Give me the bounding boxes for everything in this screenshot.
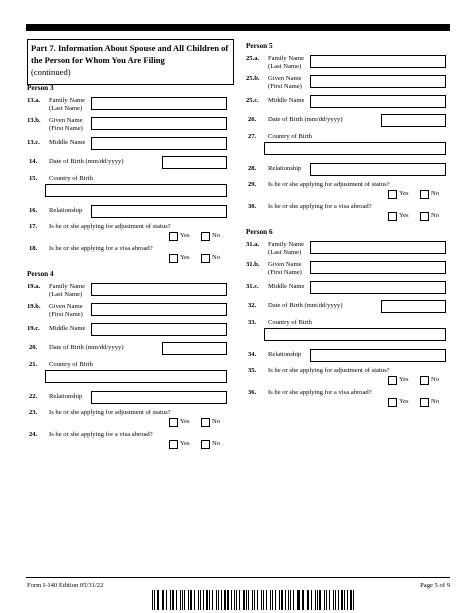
country-of-birth-input[interactable] (264, 142, 446, 155)
no-label: No (431, 212, 440, 219)
barcode-bar (206, 590, 208, 610)
barcode-bar (180, 590, 181, 610)
barcode-bar (190, 590, 192, 610)
relationship-label: Relationship (49, 207, 83, 214)
family-name-input[interactable] (91, 283, 227, 296)
section-title: Part 7. Information About Spouse and All Children of the Person for Whom You Are Filing (31, 43, 229, 65)
barcode-bar (163, 590, 164, 610)
relationship-input[interactable] (91, 391, 227, 404)
visa-yes-checkbox[interactable] (169, 254, 178, 263)
item-number: 15. (29, 175, 38, 182)
barcode-bar (248, 590, 249, 610)
item-number: 25.a. (246, 55, 260, 62)
relationship-label: Relationship (49, 393, 83, 400)
barcode-bar (326, 590, 327, 610)
person-heading: Person 3 (27, 84, 54, 92)
barcode-bar (315, 590, 316, 610)
item-number: 13.b. (27, 117, 41, 124)
middle-name-input[interactable] (310, 95, 446, 108)
barcode-bar (254, 590, 255, 610)
no-label: No (212, 440, 221, 447)
given-name-label: Given Name (268, 261, 302, 268)
item-number: 19.c. (27, 325, 40, 332)
given-name-sublabel: (First Name) (268, 269, 302, 276)
barcode-bar (261, 590, 262, 610)
person-heading: Person 4 (27, 270, 54, 278)
no-label: No (431, 398, 440, 405)
visa-abroad-question: Is he or she applying for a visa abroad? (49, 431, 153, 438)
barcode-bar (257, 590, 258, 610)
given-name-input[interactable] (91, 117, 227, 130)
given-name-input[interactable] (310, 75, 446, 88)
barcode-bar (252, 590, 253, 610)
barcode-bar (297, 590, 298, 610)
adjustment-question: Is he or she applying for adjustment of status? (49, 409, 171, 416)
barcode-bar (347, 590, 348, 610)
item-number: 18. (29, 245, 38, 252)
given-name-input[interactable] (310, 261, 446, 274)
barcode-bar (216, 590, 217, 610)
item-number: 32. (248, 302, 257, 309)
barcode-bar (224, 590, 226, 610)
yes-label: Yes (180, 418, 190, 425)
barcode-bar (176, 590, 177, 610)
barcode-bar (324, 590, 325, 610)
item-number: 14. (29, 158, 38, 165)
no-label: No (431, 190, 440, 197)
family-name-input[interactable] (310, 55, 446, 68)
yes-label: Yes (399, 212, 409, 219)
barcode-bar (290, 590, 291, 610)
item-number: 16. (29, 207, 38, 214)
date-of-birth-label: Date of Birth (mm/dd/yyyy) (49, 158, 124, 165)
family-name-sublabel: (Last Name) (49, 105, 83, 112)
country-of-birth-input[interactable] (264, 328, 446, 341)
barcode-bar (275, 590, 276, 610)
country-of-birth-input[interactable] (45, 370, 227, 383)
visa-abroad-question: Is he or she applying for a visa abroad? (268, 203, 372, 210)
barcode-bar (338, 590, 339, 610)
item-number: 35. (248, 367, 257, 374)
barcode-bar (152, 590, 153, 610)
barcode-bar (311, 590, 312, 610)
yes-label: Yes (180, 232, 190, 239)
date-of-birth-input[interactable] (381, 300, 446, 313)
given-name-sublabel: (First Name) (49, 311, 83, 318)
item-number: 29. (248, 181, 257, 188)
date-of-birth-label: Date of Birth (mm/dd/yyyy) (268, 302, 343, 309)
barcode-bar (329, 590, 330, 610)
item-number: 27. (248, 133, 257, 140)
relationship-label: Relationship (268, 165, 302, 172)
barcode-bar (209, 590, 210, 610)
item-number: 22. (29, 393, 38, 400)
visa-no-checkbox[interactable] (420, 398, 429, 407)
family-name-sublabel: (Last Name) (49, 291, 83, 298)
item-number: 34. (248, 351, 257, 358)
family-name-label: Family Name (268, 55, 305, 62)
item-number: 28. (248, 165, 257, 172)
visa-no-checkbox[interactable] (201, 440, 210, 449)
barcode-bar (184, 590, 185, 610)
visa-abroad-question: Is he or she applying for a visa abroad? (268, 389, 372, 396)
barcode-bar (231, 590, 232, 610)
family-name-label: Family Name (49, 283, 86, 290)
barcode-bar (157, 590, 159, 610)
middle-name-label: Middle Name (268, 97, 305, 104)
date-of-birth-input[interactable] (162, 342, 227, 355)
footer-rule (26, 577, 450, 578)
adjustment-question: Is he or she applying for adjustment of status? (268, 367, 390, 374)
barcode-bar (236, 590, 237, 610)
item-number: 31.a. (246, 241, 260, 248)
given-name-input[interactable] (91, 303, 227, 316)
date-of-birth-input[interactable] (162, 156, 227, 169)
given-name-sublabel: (First Name) (268, 83, 302, 90)
country-of-birth-label: Country of Birth (268, 133, 312, 140)
visa-abroad-question: Is he or she applying for a visa abroad? (49, 245, 153, 252)
barcode-bar (341, 590, 343, 610)
middle-name-label: Middle Name (49, 325, 86, 332)
relationship-input[interactable] (310, 163, 446, 176)
visa-yes-checkbox[interactable] (388, 398, 397, 407)
relationship-input[interactable] (91, 205, 227, 218)
barcode-bar (227, 590, 228, 610)
family-name-input[interactable] (310, 241, 446, 254)
item-number: 36. (248, 389, 257, 396)
item-number: 13.a. (27, 97, 41, 104)
middle-name-input[interactable] (91, 323, 227, 336)
date-of-birth-label: Date of Birth (mm/dd/yyyy) (49, 344, 124, 351)
barcode-bar (263, 590, 265, 610)
visa-yes-checkbox[interactable] (388, 212, 397, 221)
adjustment-question: Is he or she applying for adjustment of status? (268, 181, 390, 188)
family-name-sublabel: (Last Name) (268, 63, 302, 70)
barcode-bar (302, 590, 303, 610)
barcode-bar (246, 590, 247, 610)
barcode-bar (317, 590, 318, 610)
barcode-bar (279, 590, 280, 610)
country-of-birth-label: Country of Birth (268, 319, 312, 326)
item-number: 25.b. (246, 75, 260, 82)
barcode-bar (270, 590, 271, 610)
relationship-label: Relationship (268, 351, 302, 358)
item-number: 13.c. (27, 139, 40, 146)
person-heading: Person 6 (246, 228, 273, 236)
item-number: 31.b. (246, 261, 260, 268)
barcode-bar (154, 590, 155, 610)
relationship-input[interactable] (310, 349, 446, 362)
given-name-label: Given Name (268, 75, 302, 82)
family-name-input[interactable] (91, 97, 227, 110)
item-number: 25.c. (246, 97, 259, 104)
item-number: 20. (29, 344, 38, 351)
barcode-bar (182, 590, 183, 610)
barcode-bar (285, 590, 286, 610)
adjustment-no-checkbox[interactable] (420, 376, 429, 385)
visa-yes-checkbox[interactable] (169, 440, 178, 449)
barcode-bar (172, 590, 174, 610)
barcode-bar (162, 590, 163, 610)
barcode-bar (198, 590, 199, 610)
person-heading: Person 5 (246, 42, 273, 50)
yes-label: Yes (399, 376, 409, 383)
barcode-bar (203, 590, 204, 610)
date-of-birth-label: Date of Birth (mm/dd/yyyy) (268, 116, 343, 123)
item-number: 26. (248, 116, 257, 123)
barcode-bar (218, 590, 219, 610)
barcode-bar (239, 590, 240, 610)
item-number: 17. (29, 223, 38, 230)
adjustment-question: Is he or she applying for adjustment of status? (49, 223, 171, 230)
barcode-bar (243, 590, 245, 610)
middle-name-label: Middle Name (268, 283, 305, 290)
yes-label: Yes (399, 398, 409, 405)
barcode-bar (234, 590, 235, 610)
adjustment-yes-checkbox[interactable] (388, 190, 397, 199)
adjustment-no-checkbox[interactable] (420, 190, 429, 199)
item-number: 24. (29, 431, 38, 438)
family-name-label: Family Name (49, 97, 86, 104)
no-label: No (212, 418, 221, 425)
middle-name-input[interactable] (91, 137, 227, 150)
no-label: No (212, 232, 221, 239)
yes-label: Yes (180, 440, 190, 447)
middle-name-input[interactable] (310, 281, 446, 294)
barcode-bar (266, 590, 267, 610)
given-name-label: Given Name (49, 303, 83, 310)
barcode-bar (344, 590, 345, 610)
given-name-sublabel: (First Name) (49, 125, 83, 132)
adjustment-no-checkbox[interactable] (201, 418, 210, 427)
barcode-bar (335, 590, 336, 610)
item-number: 19.a. (27, 283, 41, 290)
middle-name-label: Middle Name (49, 139, 86, 146)
barcode-bar (333, 590, 334, 610)
barcode-bar (200, 590, 201, 610)
yes-label: Yes (399, 190, 409, 197)
barcode-bar (319, 590, 321, 610)
family-name-sublabel: (Last Name) (268, 249, 302, 256)
barcode-bar (281, 590, 283, 610)
barcode-bar (166, 590, 167, 610)
form-edition: Form I-140 Edition 05/31/22 (27, 582, 104, 589)
item-number: 21. (29, 361, 38, 368)
barcode-bar (298, 590, 300, 610)
barcode-bar (293, 590, 294, 610)
barcode-bar (288, 590, 289, 610)
no-label: No (212, 254, 221, 261)
barcode-bar (221, 590, 222, 610)
visa-no-checkbox[interactable] (420, 212, 429, 221)
adjustment-yes-checkbox[interactable] (169, 232, 178, 241)
date-of-birth-input[interactable] (381, 114, 446, 127)
barcode-bar (170, 590, 171, 610)
barcode-bar (212, 590, 213, 610)
barcode-bar (350, 590, 351, 610)
item-number: 19.b. (27, 303, 41, 310)
item-number: 33. (248, 319, 257, 326)
country-of-birth-input[interactable] (45, 184, 227, 197)
barcode-bar (272, 590, 273, 610)
item-number: 31.c. (246, 283, 259, 290)
barcode-bar (188, 590, 189, 610)
country-of-birth-label: Country of Birth (49, 175, 93, 182)
no-label: No (431, 376, 440, 383)
visa-no-checkbox[interactable] (201, 254, 210, 263)
yes-label: Yes (180, 254, 190, 261)
adjustment-yes-checkbox[interactable] (169, 418, 178, 427)
barcode-bar (308, 590, 309, 610)
adjustment-no-checkbox[interactable] (201, 232, 210, 241)
barcode-bar (353, 590, 354, 610)
item-number: 30. (248, 203, 257, 210)
family-name-label: Family Name (268, 241, 305, 248)
top-rule (26, 24, 450, 31)
given-name-label: Given Name (49, 117, 83, 124)
adjustment-yes-checkbox[interactable] (388, 376, 397, 385)
barcode (152, 590, 356, 610)
barcode-bar (194, 590, 195, 610)
country-of-birth-label: Country of Birth (49, 361, 93, 368)
page-number: Page 5 of 9 (420, 582, 450, 589)
section-subtitle: (continued) (31, 67, 71, 77)
barcode-bar (307, 590, 308, 610)
item-number: 23. (29, 409, 38, 416)
